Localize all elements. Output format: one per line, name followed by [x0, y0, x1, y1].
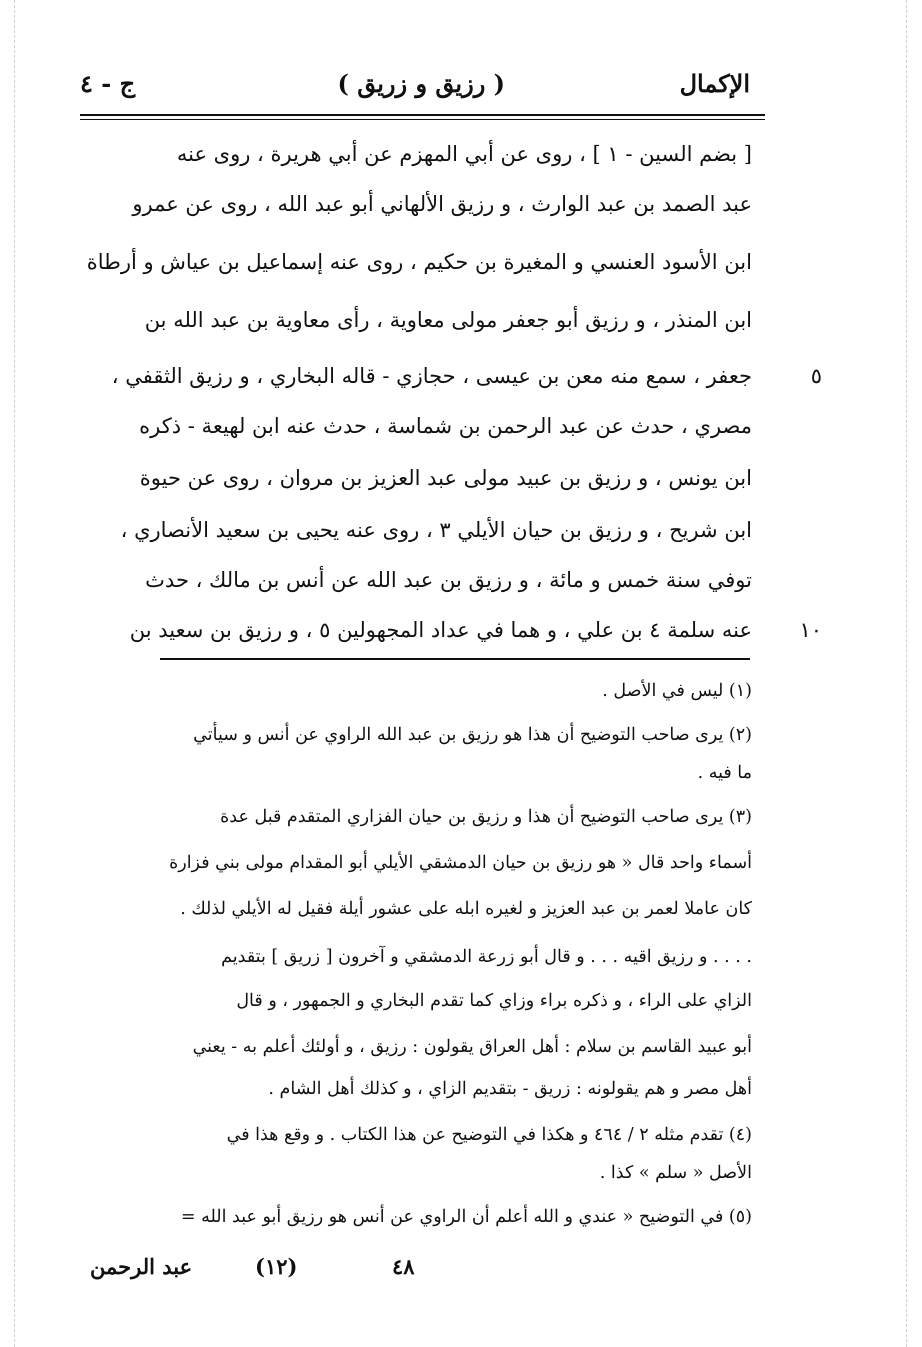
- signature-mark: عبد الرحمن: [90, 1254, 193, 1279]
- footnote-line: (٢) يرى صاحب التوضيح أن هذا هو رزيق بن عبد الله الراوي عن أنس و سيأتي: [193, 725, 752, 745]
- scan-edge-left: [14, 0, 15, 1347]
- page-number: ٤٨: [392, 1254, 415, 1279]
- footnote-line: (٤) تقدم مثله ٢ / ٤٦٤ و هكذا في التوضيح عن هذا الكتاب . و وقع هذا في: [226, 1125, 752, 1145]
- footnote-line: كان عاملا لعمر بن عبد العزيز و لغيره ابله على عشور أيلة فقيل له الأيلي لذلك .: [180, 899, 752, 919]
- footnote-line: ما فيه .: [697, 763, 752, 783]
- page-header: [80, 62, 750, 106]
- footnote-line: الأصل « سلم » كذا .: [599, 1163, 752, 1183]
- footnote-line: (٣) يرى صاحب التوضيح أن هذا و رزيق بن حيان الفزاري المتقدم قبل عدة: [220, 807, 752, 827]
- header-rule-thin: [80, 119, 765, 120]
- footnote-line: أسماء واحد قال « هو رزيق بن حيان الدمشقي الأيلي أبو المقدام مولى بني فزارة: [169, 853, 752, 873]
- volume-label: ج - ٤: [80, 69, 136, 98]
- page-footer: [80, 1247, 420, 1287]
- footnote-line: الزاي على الراء ، و ذكره براء وزاي كما تقدم البخاري و الجمهور ، و قال: [236, 991, 752, 1011]
- line-number: ١٠: [799, 618, 822, 642]
- footnote-line: (١) ليس في الأصل .: [602, 681, 752, 701]
- footnote-line: . . . . و رزيق اقيه . . . و قال أبو زرعة الدمشقي و آخرون [ زريق ] بتقديم: [221, 947, 752, 967]
- footnote-separator: [160, 658, 750, 660]
- group-number: (١٢): [255, 1254, 298, 1279]
- footnote-line: أهل مصر و هم يقولونه : زريق - بتقديم الزاي ، و كذلك أهل الشام .: [268, 1079, 752, 1099]
- document-page: الإكمال ( رزيق و زريق ) ج - ٤ [ بضم السين - ١ ] ، روى عن أبي المهزم عن أبي هريرة ، روى عنه عبد الصمد بن عبد الوارث ، و رزيق الألهاني أبو عبد الله ، روى عن عمرو ابن الأسود العنسي و المغيرة بن حكيم ، روى عنه إسماعيل بن عياش و أرطاة ابن المنذر ، و رزيق أبو جعفر مولى معاوية ، رأى معاوية بن عبد الله بن ٥ جعفر ، سمع منه معن بن عيسى ، حجازي - قاله البخاري ، و رزيق الثقفي ، مصري ، حدث عن عبد الرحمن بن شماسة ، حدث عنه ابن لهيعة - ذكره ابن يونس ، و رزيق بن عبيد مولى عبد العزيز بن مروان ، روى عن حيوة ابن شريح ، و رزيق بن حيان الأيلي ٣ ، روى عنه يحيى بن سعيد الأنصاري ، توفي سنة خمس و مائة ، و رزيق بن عبد الله عن أنس بن مالك ، حدث ١٠ عنه سلمة ٤ بن علي ، و هما في عداد المجهولين ٥ ، و رزيق بن سعيد بن (١) ليس في الأصل . (٢) يرى صاحب التوضيح أن هذا هو رزيق بن عبد الله الراوي عن أنس و سيأتي ما فيه . (٣) يرى صاحب التوضيح أن هذا و رزيق بن حيان الفزاري المتقدم قبل عدة أسماء واحد قال « هو رزيق بن حيان الدمشقي الأيلي أبو المقدام مولى بني فزارة كان عاملا لعمر بن عبد العزيز و لغيره ابله على عشور أيلة فقيل له الأيلي لذلك . . . . . و رزيق اقيه . . . و قال أبو زرعة الدمشقي و آخرون [ زريق ] بتقديم الزاي على الراء ، و ذكره براء وزاي كما تقدم البخاري و الجمهور ، و قال أبو عبيد القاسم بن سلام : أهل العراق يقولون : رزيق ، و أولئك أعلم به - يعني أهل مصر و هم يقولونه : زريق - بتقديم الزاي ، و كذلك أهل الشام . (٤) تقدم مثله ٢ / ٤٦٤ و هكذا في التوضيح عن هذا الكتاب . و وقع هذا في الأصل « سلم » كذا . (٥) في التوضيح « عندي و الله أعلم أن الراوي عن أنس هو رزيق أبو عبد الله = عبد الرحمن (١٢) ٤٨: [0, 0, 922, 1347]
- scan-edge-right: [906, 0, 907, 1347]
- footnote-line: أبو عبيد القاسم بن سلام : أهل العراق يقولون : رزيق ، و أولئك أعلم به - يعني: [192, 1037, 752, 1057]
- footnote-line: (٥) في التوضيح « عندي و الله أعلم أن الراوي عن أنس هو رزيق أبو عبد الله =: [180, 1207, 752, 1227]
- line-number: ٥: [810, 364, 822, 388]
- section-title: ( رزيق و زريق ): [337, 69, 505, 98]
- header-rule: [80, 114, 765, 116]
- book-title: الإكمال: [679, 69, 750, 98]
